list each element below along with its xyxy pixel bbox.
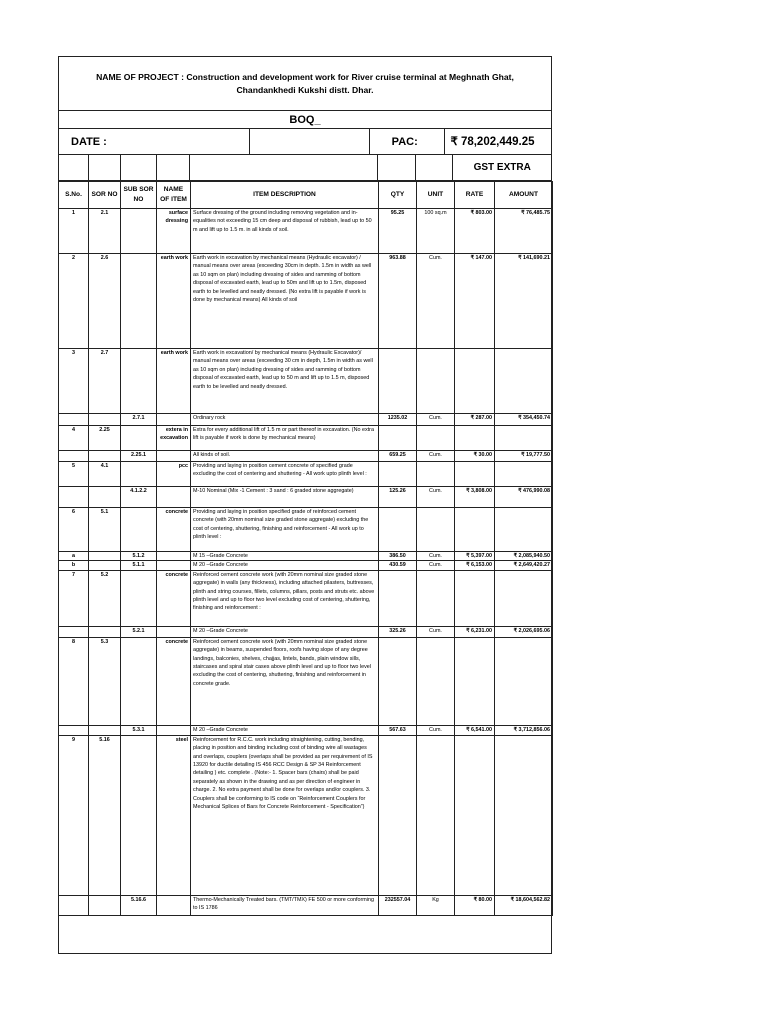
table-row [59,487,553,508]
cell-desc: M 20 –Grade Concrete [191,725,379,735]
cell-rate [455,735,495,895]
cell-name: surface dressing [157,209,191,254]
cell-sno: 9 [59,735,89,895]
cell-sor: 2.6 [89,254,121,349]
gst-row [59,155,551,181]
cell-unit [417,637,455,725]
boq-sheet [58,56,552,954]
cell-qty [379,735,417,895]
cell-amount: ₹ 76,485.75 [495,209,553,254]
cell-desc: M-10 Nominal (Mix -1 Cement : 3 sand : 6 graded stone aggregate) [191,487,379,508]
cell-amount: ₹ 354,450.74 [495,414,553,426]
cell-rate [455,462,495,487]
cell-sub: 4.1.2.2 [121,487,157,508]
cell-sub [121,570,157,626]
cell-amount: ₹ 19,777.50 [495,451,553,462]
cell-sub [121,508,157,552]
cell-sor: 4.1 [89,462,121,487]
cell-name [157,414,191,426]
gst-extra-label: GST EXTRA [473,162,531,173]
cell-amount: ₹ 2,026,695.06 [495,626,553,637]
cell-unit [417,508,455,552]
cell-desc: Surface dressing of the ground including removing vegetation and in- equalities not exceeding 15 cm deep and disposal of rubbish, lead up to 50 m and lift up to 1.5 m. in all kinds of soil. [191,209,379,254]
header-amount: AMOUNT [495,182,553,209]
cell-sno: 3 [59,349,89,414]
cell-sor [89,552,121,561]
cell-name: concrete [157,637,191,725]
table-row [59,451,553,462]
cell-sno [59,725,89,735]
cell-desc: M 20 –Grade Concrete [191,561,379,570]
cell-sub: 2.25.1 [121,451,157,462]
cell-unit: Cum. [417,451,455,462]
cell-unit: Cum. [417,561,455,570]
cell-name [157,451,191,462]
cell-qty [379,462,417,487]
cell-sor [89,451,121,462]
cell-sub [121,637,157,725]
cell-qty [379,570,417,626]
cell-qty [379,349,417,414]
cell-rate: ₹ 3,808.00 [455,487,495,508]
cell-amount: ₹ 476,990.08 [495,487,553,508]
cell-amount: ₹ 3,712,856.06 [495,725,553,735]
cell-sub: 5.1.2 [121,552,157,561]
cell-sor [89,561,121,570]
cell-name: pcc [157,462,191,487]
cell-sub: 5.2.1 [121,626,157,637]
cell-amount: ₹ 2,085,940.50 [495,552,553,561]
cell-rate: ₹ 147.00 [455,254,495,349]
cell-unit: Cum. [417,254,455,349]
cell-name: steel [157,735,191,895]
cell-amount: ₹ 18,604,562.82 [495,895,553,915]
cell-sno: 5 [59,462,89,487]
cell-sor: 5.3 [89,637,121,725]
cell-desc: Reinforced cement concrete work (with 20mm nominal size graded stone aggregate) in walls (any thickness), including attached pilasters, buttresses, plinth and string courses, fillets, columns, pillars, posts and struts etc. above plinth level and up to floor two level excluding cost of centering, shuttering, finishing and reinforcement : [191,570,379,626]
cell-amount [495,508,553,552]
cell-sor: 2.1 [89,209,121,254]
date-label: DATE : [59,129,250,154]
cell-name: extera in excavation [157,426,191,451]
table-row [59,725,553,735]
cell-desc: Reinforced cement concrete work (with 20mm nominal size graded stone aggregate) in beams, suspended floors, roofs having slope of any degree landings, balconies, shelves, chajjas, lintels, bands, plain window sills, staircases and spiral stair cases above plinth level and up to floor two level excluding the cost of centering, shuttering, finishing and reinforcement in concrete grade. [191,637,379,725]
cell-qty: 325.26 [379,626,417,637]
cell-rate [455,508,495,552]
cell-sub [121,254,157,349]
cell-desc: Earth work in excavation/ by mechanical means (Hydraulic Excavator)/ manual means over areas (exceeding 30 cm in depth, 1.5m in width as well as 10 sqm on plan) including dressing of sides and ramming of bottom disposal of excavated earth, lead up to 50 m and lift up to 1.5 m, disposed earth to be levelled and neatly dressed. [191,349,379,414]
cell-sno: 8 [59,637,89,725]
header-sno: S.No. [59,182,89,209]
header-name: NAME OF ITEM [157,182,191,209]
cell-unit: Cum. [417,626,455,637]
cell-amount [495,735,553,895]
header-rate: RATE [455,182,495,209]
cell-qty: 567.63 [379,725,417,735]
cell-sor [89,725,121,735]
cell-rate: ₹ 803.00 [455,209,495,254]
cell-sub: 5.3.1 [121,725,157,735]
cell-unit [417,462,455,487]
table-row [59,561,553,570]
cell-unit: Cum. [417,414,455,426]
cell-sor: 5.2 [89,570,121,626]
cell-sor [89,895,121,915]
cell-unit: Cum. [417,725,455,735]
cell-unit [417,735,455,895]
cell-name: earth work [157,349,191,414]
date-blank [250,129,369,154]
cell-rate [455,570,495,626]
header-row [59,182,553,209]
cell-sub [121,349,157,414]
cell-desc: All kinds of soil. [191,451,379,462]
cell-sno: 6 [59,508,89,552]
cell-name [157,895,191,915]
cell-sub [121,426,157,451]
table-row [59,414,553,426]
cell-unit: Kg [417,895,455,915]
cell-name [157,725,191,735]
pac-label: PAC: [370,129,446,154]
cell-sor [89,626,121,637]
cell-desc: Ordinary rock [191,414,379,426]
cell-sor [89,487,121,508]
table-row [59,570,553,626]
cell-qty: 1235.02 [379,414,417,426]
table-row [59,462,553,487]
header-unit: UNIT [417,182,455,209]
table-row [59,637,553,725]
cell-sor [89,414,121,426]
cell-sno [59,414,89,426]
boq-table [58,181,553,916]
cell-desc: M 20 –Grade Concrete [191,626,379,637]
cell-sub: 5.16.6 [121,895,157,915]
cell-desc: Earth work in excavation by mechanical means (Hydraulic excavator) / manual means over areas (exceeding 30cm in depth. 1.5m in width as well as 10 sqm on plan) including dressing of sides and ramming of bottom disposal of excavated earth, lead up to 50m and lift up to 1.5m, disposed earth to be levelled and neatly dressed. (No extra lift is payable if work is done by mechanical means) All kinds of soil [191,254,379,349]
cell-sno [59,487,89,508]
cell-sno: 1 [59,209,89,254]
cell-rate: ₹ 80.00 [455,895,495,915]
cell-desc: Thermo-Mechanically Treated bars. (TMT/TMX) FE 500 or more conforming to IS 1786 [191,895,379,915]
cell-unit: Cum. [417,552,455,561]
table-row [59,209,553,254]
cell-rate: ₹ 6,541.00 [455,725,495,735]
cell-rate: ₹ 287.00 [455,414,495,426]
cell-unit [417,349,455,414]
cell-qty: 963.88 [379,254,417,349]
cell-qty [379,508,417,552]
cell-amount [495,462,553,487]
cell-unit [417,570,455,626]
cell-amount [495,349,553,414]
cell-rate [455,349,495,414]
cell-name: earth work [157,254,191,349]
cell-desc: Reinforcement for R.C.C. work including straightening, cutting, bending, placing in position and binding including cost of binding wire all wastages and overlaps, couplers (overlaps shall be provided as per requirement of IS 13920 for ductile detailing IS 456 RCC Design & SP 34 Reinforcement detailing ) etc. complete . (Note:- 1. Spacer bars (chairs) shall be paid separately as shown in the drawing and as per direction of engineer in charge. 2. No extra payment shall be done for overlaps and/or couplers. 3. Couplers shall be conforming to IS code on “Reinforcement Couplers for Mechanical Splices of Bars for Concrete Reinforcement - Specification”) [191,735,379,895]
cell-name: concrete [157,508,191,552]
table-row [59,508,553,552]
cell-unit [417,426,455,451]
cell-qty: 386.50 [379,552,417,561]
boq-label: BOQ_ [59,111,551,129]
cell-qty: 125.26 [379,487,417,508]
cell-sno: a [59,552,89,561]
cell-rate [455,637,495,725]
cell-sor: 2.7 [89,349,121,414]
cell-sor: 2.25 [89,426,121,451]
table-row [59,426,553,451]
cell-rate: ₹ 5,397.00 [455,552,495,561]
cell-sno: 7 [59,570,89,626]
cell-desc: Providing and laying in position cement concrete of specified grade excluding the cost of centering and shuttering - All work upto plinth level : [191,462,379,487]
cell-name: concrete [157,570,191,626]
header-qty: QTY [379,182,417,209]
cell-sub: 2.7.1 [121,414,157,426]
cell-desc: M 15 –Grade Concrete [191,552,379,561]
cell-name [157,487,191,508]
cell-sno [59,895,89,915]
cell-sub [121,209,157,254]
cell-rate [455,426,495,451]
cell-sno [59,626,89,637]
cell-sub: 5.1.1 [121,561,157,570]
cell-rate: ₹ 30.00 [455,451,495,462]
cell-qty [379,637,417,725]
cell-qty: 95.25 [379,209,417,254]
cell-amount [495,570,553,626]
header-sor: SOR NO [89,182,121,209]
cell-amount [495,426,553,451]
cell-sub [121,735,157,895]
table-row [59,895,553,915]
cell-rate: ₹ 6,153.00 [455,561,495,570]
table-row [59,254,553,349]
cell-qty: 232557.04 [379,895,417,915]
table-row [59,552,553,561]
header-subsor: SUB SOR NO [121,182,157,209]
date-row [59,129,551,155]
cell-qty: 659.25 [379,451,417,462]
table-row [59,626,553,637]
cell-sno: 4 [59,426,89,451]
cell-amount: ₹ 141,690.21 [495,254,553,349]
cell-sor: 5.16 [89,735,121,895]
cell-name [157,626,191,637]
cell-name [157,561,191,570]
pac-value: ₹ 78,202,449.25 [450,136,535,148]
cell-amount: ₹ 2,649,420.27 [495,561,553,570]
cell-name [157,552,191,561]
project-title [59,57,551,111]
cell-sno: 2 [59,254,89,349]
cell-sno: b [59,561,89,570]
table-row [59,349,553,414]
cell-sor: 5.1 [89,508,121,552]
cell-desc: Extra for every additional lift of 1.5 m or part thereof in excavation. (No extra lift is payable if work is done by mechanical means) [191,426,379,451]
cell-sno [59,451,89,462]
header-desc: ITEM DESCRIPTION [191,182,379,209]
project-title-line1: NAME OF PROJECT : Construction and development work for River cruise terminal at Meghnath Ghat, [96,71,514,82]
cell-desc: Providing and laying in position specified grade of reinforced cement concrete (with 20mm nominal size graded stone aggregate) excluding the cost of centering, shuttering, finishing and reinforcement - All work up to plinth level : [191,508,379,552]
project-title-line2: Chandankhedi Kukshi distt. Dhar. [236,84,374,95]
cell-sub [121,462,157,487]
cell-rate: ₹ 6,231.00 [455,626,495,637]
cell-unit: 100 sq.m [417,209,455,254]
cell-qty [379,426,417,451]
table-row [59,735,553,895]
cell-unit: Cum. [417,487,455,508]
cell-amount [495,637,553,725]
cell-qty: 430.59 [379,561,417,570]
